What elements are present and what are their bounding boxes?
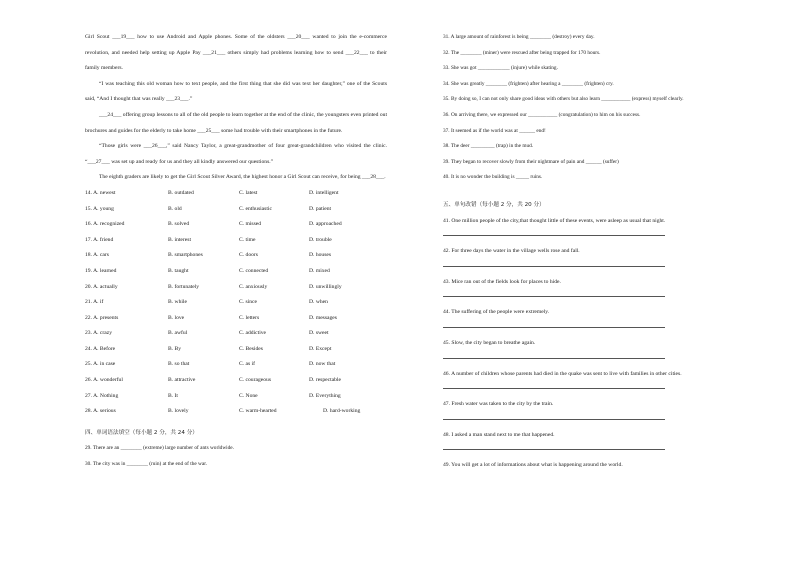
left-column [85,30,387,473]
option-d: D. houses [309,252,332,259]
option-b: B. so that [168,361,190,368]
option-row [85,217,387,233]
option-row [85,404,387,420]
option-a: 27. A. Nothing [85,392,119,399]
option-b: B. while [168,299,187,306]
option-row [85,202,387,218]
option-d: D. intelligent [309,189,339,196]
option-c: C. courageous [239,377,272,384]
section-5-title: 五、单句改错（每小题 2 分，共 20 分） [443,201,545,208]
option-a: 22. A. presents [85,314,119,321]
option-d: D. mixed [309,267,330,274]
option-d: D. messages [309,314,337,321]
option-a: 14. A. newest [85,189,116,196]
option-a: 28. A. serious [85,408,116,415]
passage-paragraph-2: “I was teaching this old woman how to text people, and the first thing that she did was text her daughter,” one of the Scouts said, “And I thought that was really ___23___.” [85,80,387,103]
correction-item: 43. Mice ran out of the fields look for places to hide. [443,278,561,285]
options-list [85,186,387,420]
fill-blank-item: 32. The ________ (miner) were rescued after being trapped for 170 hours. [443,49,601,56]
correction-item: 45. Slow, the city began to breathe again. [443,339,536,346]
option-c: C. latest [239,189,258,196]
option-b: B. attractive [168,377,196,384]
option-c: C. doors [239,252,258,259]
option-row [85,295,387,311]
passage-paragraph-5: The eighth graders are likely to get the Girl Scout Silver Award, the highest honor a Girl Scout can receive, for being ___28___. [99,174,386,181]
option-c: C. enthusiastic [239,205,272,212]
option-row [85,280,387,296]
option-c: C. letters [239,314,260,321]
option-row [85,342,387,358]
option-c: C. missed [239,221,262,228]
option-b: B. old [168,205,182,212]
fill-blank-item: 30. The city was in ________ (ruin) at the end of the war. [85,461,207,468]
option-b: B. interest [168,236,191,243]
passage-paragraph-4: “Those girls were ___26___,” said Nancy Taylor, a great-grandmother of four great-grandchildren who visited the clinic. “___27___ was set up and ready for us and they all kindly answered our questions.” [85,143,387,165]
option-c: C. since [239,299,258,306]
option-row [85,389,387,405]
option-b: B. By [168,345,182,352]
option-row [85,186,387,202]
passage-paragraph-1: Girl Scout ___19___ how to use Android and Apple phones. Some of the oldsters ___20___ wanted to join the e-commerce revolution, and needed help setting up Apple Pay ___21___ others simply had problems learning how to send ___22___ to their family members. [85,34,387,72]
correction-item: 48. I asked a man stand next to me that happened. [443,431,555,438]
fill-blank-item: 34. She was greatly ________ (frighten) after hearing a ________ (frighten) cry. [443,80,614,87]
option-a: 16. A. recognized [85,221,125,228]
option-a: 18. A. cars [85,252,109,259]
correction-item: 41. One million people of the city,that thought little of these events, were asleep as usual that night. [443,217,666,224]
option-a: 20. A. actually [85,283,118,290]
option-a: 25. A. in case [85,361,116,368]
option-a: 23. A. crazy [85,330,113,337]
option-b: B. awful [168,330,188,337]
option-d: D. Everything [309,392,341,399]
correction-item: 46. A number of children whose parents had died in the quake was sent to live with families in other cities. [443,370,682,377]
answer-line[interactable] [443,296,665,297]
correction-item: 42. For three days the water in the village wells rose and fall. [443,248,580,255]
option-a: 24. A. Before [85,345,116,352]
option-b: B. lovely [168,408,189,415]
correction-item: 44. The suffering of the people were extremely. [443,309,550,316]
option-b: B. solved [168,221,190,228]
option-d: D. Except [309,345,332,352]
option-d: D. patient [309,205,332,212]
correction-item: 47. Fresh water was taken to the city by the train. [443,401,554,408]
fill-blank-item: 38. The deer _________ (trap) in the mud. [443,143,534,150]
option-c: C. None [239,392,258,399]
fill-blank-item: 29. There are an ________ (extreme) large number of ants worldwide. [85,445,234,452]
option-c: C. warm-hearted [239,408,277,415]
option-c: C. addictive [239,330,267,337]
option-c: C. connected [239,267,269,274]
option-b: B. It [168,392,178,399]
answer-line[interactable] [443,266,665,267]
fill-blank-item: 35. By doing so, I can not only share good ideas with others but also learn ___________ (express) myself clearly. [443,96,684,103]
option-a: 21. A. if [85,299,104,306]
correction-item: 49. You will get a lot of informations about what is happening around the world. [443,462,623,469]
option-d: D. sweet [309,330,329,337]
option-b: B. taught [168,267,189,274]
option-c: C. Besides [239,345,263,352]
answer-line[interactable] [443,449,665,450]
answer-line[interactable] [443,358,665,359]
option-row [85,311,387,327]
passage-paragraph-3: ___24___ offering group lessons to all of the old people to learn together at the end of the clinic, the youngsters even printed out brochures and guides for the elderly to take home ___25___ some had trouble with their smartphones in the future. [85,111,387,134]
option-a: 15. A. young [85,205,114,212]
option-row [85,326,387,342]
option-a: 26. A. wonderful [85,377,123,384]
option-row [85,233,387,249]
answer-line[interactable] [443,235,665,236]
option-row [85,357,387,373]
option-c: C. anxiously [239,283,268,290]
option-b: B. love [168,314,185,321]
option-row [85,264,387,280]
option-b: B. fortunately [168,283,200,290]
right-column [443,30,727,474]
option-b: B. smartphones [168,252,203,259]
option-a: 19. A. learned [85,267,117,274]
fill-blank-item: 33. She was got ____________ (injure) while skating. [443,65,558,72]
option-d: D. now that [309,361,336,368]
fill-blank-item: 39. They began to recover slowly from their nightmare of pain and ______ (suffer) [443,158,619,165]
option-d: D. respectable [309,377,341,384]
fill-blank-item: 40. It is no wonder the building is _____ ruins. [443,174,543,181]
answer-line[interactable] [443,327,665,328]
option-c: C. time [239,236,256,243]
option-d: D. trouble [309,236,332,243]
option-d: D. hard-working [323,408,361,415]
section-4-title: 四、单词语法填空（每小题 2 分，共 24 分） [85,429,198,436]
option-d: D. approached [309,221,342,228]
fill-blank-item: 31. A large amount of rainforest is being ________ (destroy) every day. [443,34,595,40]
option-d: D. when [309,299,328,306]
option-row [85,373,387,389]
option-b: B. outdated [168,189,194,196]
answer-line[interactable] [443,419,665,420]
option-d: D. unwillingly [309,283,342,290]
option-a: 17. A. friend [85,236,114,243]
option-row [85,248,387,264]
fill-blank-item: 37. It seemed as if the world was at ______ end! [443,127,546,134]
option-c: C. as if [239,361,256,368]
fill-blank-item: 36. On arriving there, we expressed our ___________ (congratulation) to him on his success. [443,111,641,118]
answer-line[interactable] [443,388,665,389]
